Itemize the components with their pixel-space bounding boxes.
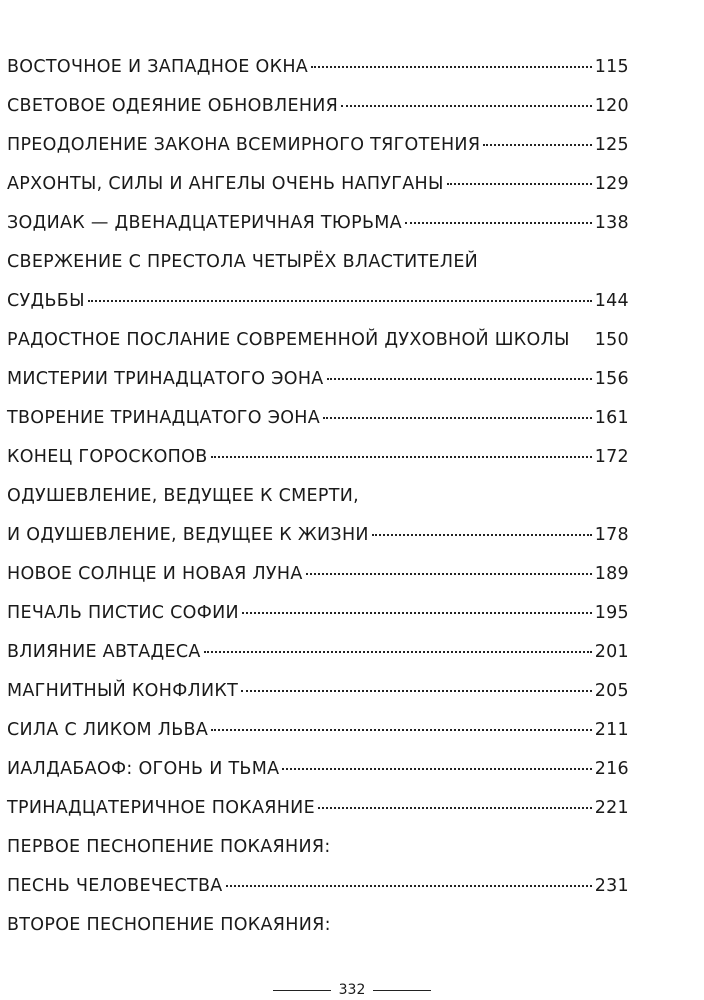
toc-entry	[7, 399, 629, 438]
toc-entry-page: 129	[594, 174, 629, 194]
toc-entry-page: 216	[594, 759, 629, 779]
dot-leader	[241, 690, 592, 692]
toc-entry-page: 144	[594, 291, 629, 311]
toc-entry-page: 221	[594, 798, 629, 818]
toc-entry	[7, 87, 629, 126]
dot-leader	[405, 222, 592, 224]
footer-rule-left	[273, 990, 331, 991]
toc-entry	[7, 321, 629, 360]
toc-entry-page: 231	[594, 876, 629, 896]
dot-leader	[306, 573, 592, 575]
toc-entry	[7, 750, 629, 789]
toc-entry	[7, 711, 629, 750]
dot-leader	[447, 183, 592, 185]
toc-entry-page: 125	[594, 135, 629, 155]
toc-entry-page: 138	[594, 213, 629, 233]
toc-entry-page: 178	[594, 525, 629, 545]
toc-entry-title: ВОСТОЧНОЕ И ЗАПАДНОЕ ОКНА	[7, 57, 309, 77]
toc-entry	[7, 867, 629, 906]
toc-entry	[7, 243, 629, 282]
toc-entry-page: 211	[594, 720, 629, 740]
toc-entry-page: 120	[594, 96, 629, 116]
toc-entry-title: СУДЬБЫ	[7, 291, 85, 311]
dot-leader	[282, 768, 591, 770]
toc-entry-title: ЗОДИАК — ДВЕНАДЦАТЕРИЧНАЯ ТЮРЬМА	[7, 213, 402, 233]
toc-entry	[7, 438, 629, 477]
dot-leader	[483, 144, 591, 146]
toc-entry	[7, 906, 629, 945]
toc-entry	[7, 48, 629, 87]
toc-entry	[7, 516, 629, 555]
toc-entry-title: АРХОНТЫ, СИЛЫ И АНГЕЛЫ ОЧЕНЬ НАПУГАНЫ	[7, 174, 444, 194]
dot-leader	[341, 105, 592, 107]
toc-entry-title: ТРИНАДЦАТЕРИЧНОЕ ПОКАЯНИЕ	[7, 798, 315, 818]
toc-entry-title: ОДУШЕВЛЕНИЕ, ВЕДУЩЕЕ К СМЕРТИ,	[7, 486, 360, 506]
toc-entry-title: ПЕЧАЛЬ ПИСТИС СОФИИ	[7, 603, 239, 623]
toc-entry-title: ИАЛДАБАОФ: ОГОНЬ И ТЬМА	[7, 759, 280, 779]
page-footer	[0, 982, 704, 998]
footer-rule-right	[373, 990, 431, 991]
dot-leader	[211, 456, 592, 458]
toc-entry	[7, 672, 629, 711]
dot-leader	[323, 417, 592, 419]
toc-entry	[7, 828, 629, 867]
dot-leader	[226, 885, 592, 887]
toc-entry	[7, 126, 629, 165]
toc-entry-title: МИСТЕРИИ ТРИНАДЦАТОГО ЭОНА	[7, 369, 324, 389]
toc-entry-page: 150	[594, 330, 629, 350]
toc-entry-title: И ОДУШЕВЛЕНИЕ, ВЕДУЩЕЕ К ЖИЗНИ	[7, 525, 369, 545]
toc-entry-title: РАДОСТНОЕ ПОСЛАНИЕ СОВРЕМЕННОЙ ДУХОВНОЙ ШКОЛЫ	[7, 330, 570, 350]
dot-leader	[311, 66, 592, 68]
toc-entry	[7, 477, 629, 516]
table-of-contents	[7, 48, 629, 945]
toc-entry-title: СВЕТОВОЕ ОДЕЯНИЕ ОБНОВЛЕНИЯ	[7, 96, 339, 116]
toc-entry	[7, 633, 629, 672]
dot-leader	[88, 300, 592, 302]
toc-entry-title: СВЕРЖЕНИЕ С ПРЕСТОЛА ЧЕТЫРЁХ ВЛАСТИТЕЛЕЙ	[7, 252, 479, 272]
toc-entry	[7, 594, 629, 633]
toc-entry-page: 205	[594, 681, 629, 701]
toc-entry	[7, 555, 629, 594]
toc-entry-page: 195	[594, 603, 629, 623]
dot-leader	[211, 729, 592, 731]
dot-leader	[372, 534, 592, 536]
toc-entry-title: ВЛИЯНИЕ АВТАДЕСА	[7, 642, 201, 662]
toc-entry-page: 156	[594, 369, 629, 389]
toc-entry-page: 201	[594, 642, 629, 662]
toc-entry	[7, 165, 629, 204]
toc-entry-title: ПРЕОДОЛЕНИЕ ЗАКОНА ВСЕМИРНОГО ТЯГОТЕНИЯ	[7, 135, 481, 155]
dot-leader	[327, 378, 592, 380]
toc-entry-page: 161	[594, 408, 629, 428]
page-number: 332	[338, 982, 366, 998]
dot-leader	[242, 612, 592, 614]
toc-entry	[7, 789, 629, 828]
dot-leader	[318, 807, 592, 809]
toc-entry-title: ТВОРЕНИЕ ТРИНАДЦАТОГО ЭОНА	[7, 408, 321, 428]
toc-entry-page: 115	[594, 57, 629, 77]
toc-entry-title: ПЕРВОЕ ПЕСНОПЕНИЕ ПОКАЯНИЯ:	[7, 837, 331, 857]
toc-entry-title: ПЕСНЬ ЧЕЛОВЕЧЕСТВА	[7, 876, 223, 896]
toc-entry-title: КОНЕЦ ГОРОСКОПОВ	[7, 447, 208, 467]
toc-entry	[7, 360, 629, 399]
toc-entry-page: 189	[594, 564, 629, 584]
toc-entry-title: СИЛА С ЛИКОМ ЛЬВА	[7, 720, 209, 740]
toc-entry-title: ВТОРОЕ ПЕСНОПЕНИЕ ПОКАЯНИЯ:	[7, 915, 331, 935]
toc-entry	[7, 282, 629, 321]
toc-entry-title: НОВОЕ СОЛНЦЕ И НОВАЯ ЛУНА	[7, 564, 303, 584]
toc-entry-title: МАГНИТНЫЙ КОНФЛИКТ	[7, 681, 239, 701]
toc-entry	[7, 204, 629, 243]
toc-entry-page: 172	[594, 447, 629, 467]
dot-leader	[204, 651, 592, 653]
